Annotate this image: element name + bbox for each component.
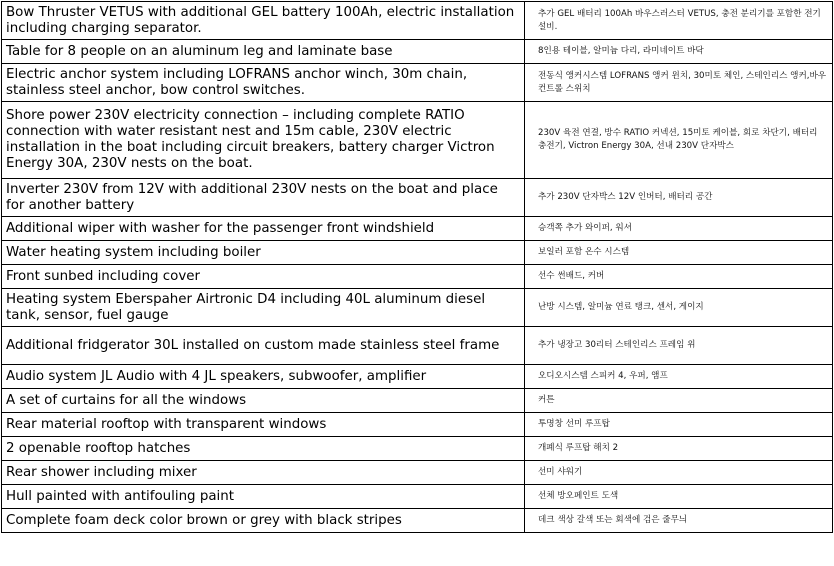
option-korean: 선미 샤워기	[525, 461, 833, 485]
option-english: 2 openable rooftop hatches	[2, 437, 525, 461]
option-english: Front sunbed including cover	[2, 265, 525, 289]
table-row	[2, 102, 833, 179]
option-korean: 추가 230V 단자박스 12V 인버터, 배터리 공간	[525, 179, 833, 217]
option-korean: 커튼	[525, 389, 833, 413]
table-row	[2, 485, 833, 509]
option-korean: 8인용 테이블, 알미늄 다리, 라미네이트 바닥	[525, 40, 833, 64]
option-korean: 선체 방오페인트 도색	[525, 485, 833, 509]
table-row	[2, 413, 833, 437]
option-korean: 데크 색상 갈색 또는 회색에 검은 줄무늬	[525, 509, 833, 533]
option-english: Bow Thruster VETUS with additional GEL battery 100Ah, electric installation including charging separator.	[2, 2, 525, 40]
table-row	[2, 241, 833, 265]
option-english: Heating system Eberspaher Airtronic D4 including 40L aluminum diesel tank, sensor, fuel gauge	[2, 289, 525, 327]
option-korean: 난방 시스템, 알미늄 연료 탱크, 센서, 게이지	[525, 289, 833, 327]
option-korean: 투명창 선미 루프탑	[525, 413, 833, 437]
table-row	[2, 64, 833, 102]
option-korean: 승객쪽 추가 와이퍼, 워셔	[525, 217, 833, 241]
table-row	[2, 365, 833, 389]
table-row	[2, 327, 833, 365]
option-korean: 230V 육전 연결, 방수 RATIO 커넥션, 15미토 케이블, 회로 차단기, 배터리 충전기, Victron Energy 30A, 선내 230V 단자박스	[525, 102, 833, 179]
options-table	[1, 1, 833, 533]
option-english: Shore power 230V electricity connection – including complete RATIO connection with water resistant nest and 15m cable, 230V electric installation in the boat including circuit breakers, battery charger Victron Energy 30A, 230V nests on the boat.	[2, 102, 525, 179]
table-row	[2, 40, 833, 64]
option-english: Hull painted with antifouling paint	[2, 485, 525, 509]
table-row	[2, 2, 833, 40]
option-english: Water heating system including boiler	[2, 241, 525, 265]
option-english: Table for 8 people on an aluminum leg and laminate base	[2, 40, 525, 64]
table-row	[2, 289, 833, 327]
option-english: Additional fridgerator 30L installed on custom made stainless steel frame	[2, 327, 525, 365]
table-row	[2, 437, 833, 461]
option-korean: 선수 썬배드, 커버	[525, 265, 833, 289]
option-english: Inverter 230V from 12V with additional 230V nests on the boat and place for another battery	[2, 179, 525, 217]
table-row	[2, 265, 833, 289]
option-korean: 보일러 포함 온수 시스템	[525, 241, 833, 265]
option-korean: 오디오시스템 스피커 4, 우퍼, 앰프	[525, 365, 833, 389]
option-english: Complete foam deck color brown or grey with black stripes	[2, 509, 525, 533]
option-english: A set of curtains for all the windows	[2, 389, 525, 413]
table-row	[2, 389, 833, 413]
table-row	[2, 461, 833, 485]
table-row	[2, 179, 833, 217]
option-korean: 추가 냉장고 30리터 스테인리스 프레임 위	[525, 327, 833, 365]
option-english: Audio system JL Audio with 4 JL speakers, subwoofer, amplifier	[2, 365, 525, 389]
option-korean: 추가 GEL 배터리 100Ah 바우스러스터 VETUS, 충전 분리기를 포함한 전기 설비.	[525, 2, 833, 40]
table-row	[2, 509, 833, 533]
option-english: Rear shower including mixer	[2, 461, 525, 485]
option-english: Additional wiper with washer for the passenger front windshield	[2, 217, 525, 241]
option-korean: 개폐식 루프탑 해치 2	[525, 437, 833, 461]
option-korean: 전동식 앵커시스템 LOFRANS 앵커 윈치, 30미토 체인, 스테인리스 앵커,바우 컨트롤 스위치	[525, 64, 833, 102]
option-english: Electric anchor system including LOFRANS anchor winch, 30m chain, stainless steel anchor, bow control switches.	[2, 64, 525, 102]
option-english: Rear material rooftop with transparent windows	[2, 413, 525, 437]
table-row	[2, 217, 833, 241]
